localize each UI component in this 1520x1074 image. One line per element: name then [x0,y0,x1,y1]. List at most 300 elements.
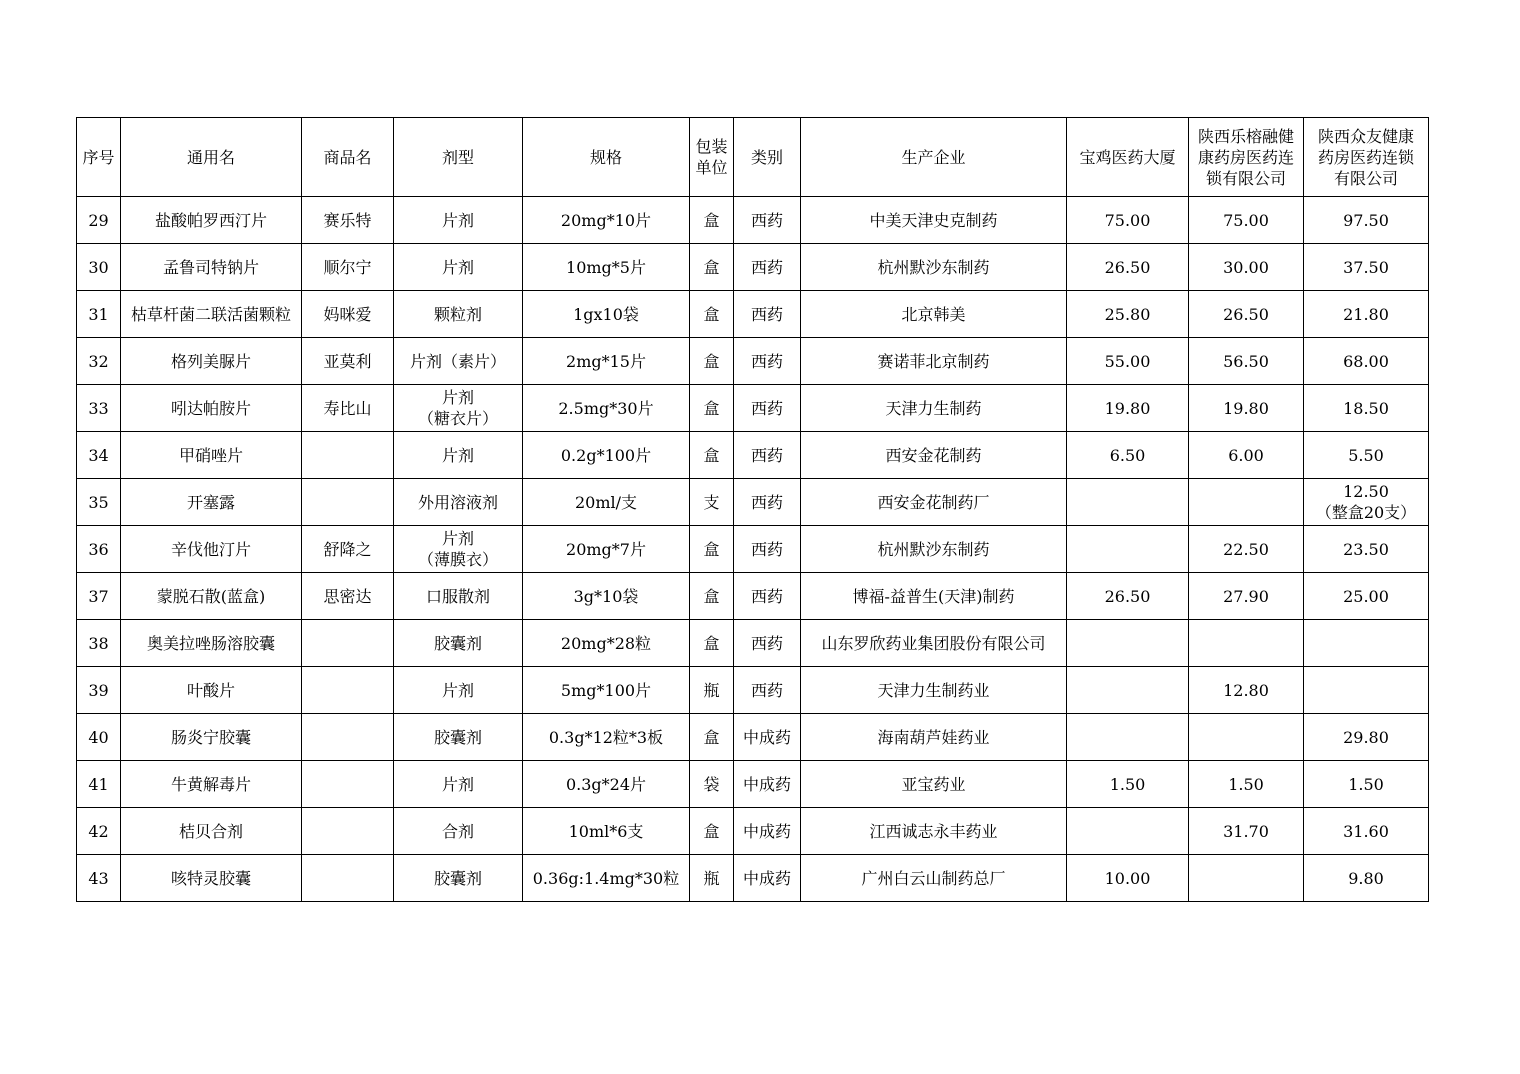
cell-spec [523,385,690,432]
cell-brand-name [302,667,394,714]
cell-spec [523,244,690,291]
cell-manufacturer [801,808,1067,855]
cell-category [734,667,801,714]
cell-generic-name [121,479,302,526]
header-store2 [1189,118,1304,197]
cell-pack-unit [690,808,734,855]
cell-seq-text: 32 [88,351,109,371]
cell-category-text: 西药 [750,304,783,324]
cell-generic-name-text: 叶酸片 [186,680,235,700]
cell-spec [523,526,690,573]
cell-spec-text: 20mg*10片 [560,210,652,230]
cell-price-store3-text: 25.00 [1343,586,1389,606]
cell-price-store1 [1067,479,1189,526]
header-category: 类别 [734,118,801,197]
cell-price-store2 [1189,432,1304,479]
header-generic-name: 通用名 [121,118,302,197]
header-store3-line2: 药房医药连锁 [1317,147,1414,167]
header-pack-unit-line2: 单位 [695,158,728,177]
table-row [77,385,1429,432]
cell-pack-unit-text: 盒 [703,633,720,653]
cell-price-store2-text: 22.50 [1223,539,1269,559]
cell-category-text: 中成药 [742,727,791,747]
cell-price-store3 [1304,479,1429,526]
cell-brand-name-text: 顺尔宁 [323,257,372,277]
cell-manufacturer [801,244,1067,291]
cell-price-store3-text: 29.80 [1343,727,1389,747]
cell-seq-text: 43 [88,868,109,888]
cell-brand-name [302,479,394,526]
cell-dosage-form-text: 片剂 [441,445,474,465]
table-row [77,667,1429,714]
cell-generic-name-text: 枯草杆菌二联活菌颗粒 [130,304,291,324]
cell-pack-unit [690,244,734,291]
cell-manufacturer [801,620,1067,667]
cell-pack-unit [690,479,734,526]
cell-dosage-form [394,432,523,479]
cell-generic-name [121,761,302,808]
cell-manufacturer-text: 杭州默沙东制药 [877,257,990,277]
cell-manufacturer [801,432,1067,479]
cell-pack-unit-text: 盒 [703,586,720,606]
cell-price-store2-text: 1.50 [1228,774,1264,794]
cell-dosage-form-text: 胶囊剂 [433,868,482,888]
cell-spec [523,479,690,526]
cell-price-store3 [1304,291,1429,338]
cell-generic-name-text: 吲达帕胺片 [170,398,251,418]
cell-brand-name [302,385,394,432]
cell-price-store3-text: 5.50 [1348,445,1384,465]
table-row [77,573,1429,620]
cell-generic-name-text: 桔贝合剂 [178,821,243,841]
table-row [77,197,1429,244]
cell-brand-name [302,244,394,291]
cell-price-store1 [1067,526,1189,573]
cell-pack-unit [690,526,734,573]
cell-manufacturer-text: 天津力生制药 [885,398,982,418]
cell-dosage-form-text: 合剂 [441,821,474,841]
cell-generic-name-text: 奥美拉唑肠溶胶囊 [146,633,275,653]
cell-pack-unit-text: 袋 [703,774,720,794]
cell-pack-unit-text: 盒 [703,539,720,559]
cell-generic-name-text: 盐酸帕罗西汀片 [154,210,267,230]
cell-brand-name [302,338,394,385]
cell-pack-unit-text: 支 [703,492,720,512]
cell-spec-text: 2mg*15片 [566,351,646,371]
cell-pack-unit [690,432,734,479]
cell-brand-name-text: 赛乐特 [323,210,372,230]
cell-price-store1 [1067,855,1189,902]
cell-price-store3 [1304,385,1429,432]
cell-price-store1 [1067,573,1189,620]
cell-price-store2 [1189,573,1304,620]
cell-dosage-form [394,291,523,338]
cell-category [734,197,801,244]
cell-spec-text: 5mg*100片 [560,680,652,700]
cell-price-store1 [1067,620,1189,667]
cell-price-store1-text: 19.80 [1104,398,1151,418]
cell-category-text: 西药 [750,257,783,277]
cell-generic-name-text: 牛黄解毒片 [170,774,251,794]
table-body [77,197,1429,902]
cell-price-store3 [1304,855,1429,902]
header-seq: 序号 [77,118,121,197]
cell-generic-name [121,244,302,291]
cell-pack-unit [690,338,734,385]
cell-pack-unit [690,667,734,714]
header-pack-unit-line1: 包装 [695,137,728,156]
cell-price-store1-text: 10.00 [1104,868,1151,888]
cell-dosage-form-text: 片剂 [441,210,474,230]
cell-manufacturer-text: 西安金花制药 [885,445,982,465]
cell-category [734,855,801,902]
cell-manufacturer [801,338,1067,385]
cell-price-store2 [1189,291,1304,338]
table-row [77,526,1429,573]
cell-seq [77,761,121,808]
cell-dosage-form [394,479,523,526]
cell-dosage-form [394,197,523,244]
cell-price-store3-text: 97.50 [1343,210,1389,230]
cell-seq-text: 37 [88,586,109,606]
cell-pack-unit [690,385,734,432]
cell-pack-unit-text: 盒 [703,304,720,324]
cell-manufacturer-text: 西安金花制药厂 [877,492,990,512]
cell-price-store3-text: 1.50 [1348,774,1384,794]
cell-pack-unit-text: 盒 [703,351,720,371]
cell-category-text: 西药 [750,445,783,465]
cell-price-store2-text: 12.80 [1223,680,1269,700]
cell-pack-unit [690,761,734,808]
cell-spec-text: 0.2g*100片 [560,445,652,465]
cell-pack-unit [690,197,734,244]
cell-price-store2-text: 75.00 [1223,210,1269,230]
cell-category-text: 西药 [750,539,783,559]
cell-brand-name-text: 寿比山 [323,398,372,418]
cell-price-store3 [1304,432,1429,479]
cell-generic-name [121,291,302,338]
cell-price-store2 [1189,338,1304,385]
cell-dosage-form [394,526,523,573]
header-pack-unit [690,118,734,197]
cell-generic-name-text: 孟鲁司特钠片 [162,257,259,277]
table-row [77,244,1429,291]
cell-price-store3-note: （整盒20支） [1315,503,1417,522]
cell-price-store1-text: 75.00 [1104,210,1151,230]
cell-dosage-form-text: 片剂 [441,388,474,407]
cell-dosage-form-text: 片剂 [441,529,474,548]
cell-price-store3-text: 68.00 [1343,351,1389,371]
cell-spec-text: 0.3g*24片 [565,774,647,794]
table-row [77,338,1429,385]
cell-price-store1 [1067,808,1189,855]
cell-seq-text: 34 [88,445,109,465]
cell-dosage-form-text: 口服散剂 [425,586,490,606]
cell-spec [523,291,690,338]
cell-generic-name [121,338,302,385]
cell-category-text: 西药 [750,586,783,606]
cell-manufacturer-text: 中美天津史克制药 [869,210,998,230]
cell-generic-name [121,385,302,432]
cell-seq [77,479,121,526]
cell-price-store3 [1304,620,1429,667]
cell-manufacturer [801,197,1067,244]
cell-category-text: 中成药 [742,774,791,794]
cell-pack-unit-text: 盒 [703,210,720,230]
cell-dosage-form-text: 片剂 [441,257,474,277]
cell-manufacturer-text: 亚宝药业 [901,774,966,794]
header-spec: 规格 [523,118,690,197]
table-row [77,714,1429,761]
cell-spec-text: 20mg*28粒 [560,633,652,653]
cell-dosage-form-text: 片剂 [441,774,474,794]
cell-generic-name [121,432,302,479]
cell-manufacturer [801,526,1067,573]
cell-spec [523,714,690,761]
cell-seq [77,620,121,667]
cell-category [734,291,801,338]
cell-manufacturer-text: 北京韩美 [901,304,966,324]
header-store3 [1304,118,1429,197]
cell-price-store2 [1189,855,1304,902]
cell-dosage-form-text: 颗粒剂 [433,304,482,324]
cell-manufacturer-text: 博福-益普生(天津)制药 [852,586,1015,606]
cell-price-store1-text: 6.50 [1109,445,1146,465]
cell-manufacturer-text: 江西诚志永丰药业 [869,821,998,841]
cell-dosage-form [394,244,523,291]
cell-spec [523,620,690,667]
cell-category-text: 西药 [750,351,783,371]
cell-category-text: 中成药 [742,868,791,888]
cell-manufacturer [801,855,1067,902]
cell-generic-name [121,855,302,902]
cell-price-store3 [1304,714,1429,761]
cell-price-store3-text: 21.80 [1343,304,1389,324]
cell-category-text: 中成药 [742,821,791,841]
cell-generic-name [121,714,302,761]
table-row [77,620,1429,667]
cell-dosage-form [394,714,523,761]
cell-brand-name [302,620,394,667]
cell-price-store1-text: 25.80 [1104,304,1151,324]
cell-pack-unit-text: 盒 [703,821,720,841]
cell-spec-text: 10ml*6支 [568,821,644,841]
cell-price-store2-text: 6.00 [1228,445,1264,465]
cell-manufacturer [801,385,1067,432]
cell-dosage-form-text: 片剂 [441,680,474,700]
cell-brand-name-text: 思密达 [323,586,372,606]
cell-price-store1-text: 26.50 [1104,586,1151,606]
cell-spec [523,338,690,385]
cell-seq [77,338,121,385]
table-row [77,855,1429,902]
cell-price-store2-text: 27.90 [1223,586,1269,606]
cell-seq-text: 35 [88,492,109,512]
cell-category [734,573,801,620]
cell-spec [523,855,690,902]
cell-category [734,761,801,808]
cell-price-store2-text: 19.80 [1223,398,1269,418]
cell-price-store1 [1067,432,1189,479]
cell-dosage-form-text: 外用溶液剂 [417,492,498,512]
cell-generic-name-text: 肠炎宁胶囊 [170,727,251,747]
cell-category-text: 西药 [750,210,783,230]
cell-category [734,808,801,855]
cell-spec-text: 20mg*7片 [566,539,646,559]
cell-manufacturer-text: 杭州默沙东制药 [877,539,990,559]
cell-price-store3-text: 12.50 [1343,482,1389,501]
cell-price-store1-text: 55.00 [1104,351,1151,371]
cell-brand-name-text: 妈咪爱 [323,304,372,324]
cell-price-store2-text: 30.00 [1223,257,1269,277]
cell-brand-name [302,291,394,338]
cell-spec [523,197,690,244]
cell-spec [523,573,690,620]
cell-seq [77,573,121,620]
cell-dosage-form [394,338,523,385]
header-store3-line1: 陕西众友健康 [1317,126,1414,146]
cell-seq [77,714,121,761]
cell-price-store2 [1189,761,1304,808]
cell-dosage-form [394,385,523,432]
cell-spec-text: 0.3g*12粒*3板 [548,727,664,747]
cell-pack-unit-text: 盒 [703,727,720,747]
cell-manufacturer [801,714,1067,761]
cell-price-store2 [1189,714,1304,761]
cell-price-store3 [1304,197,1429,244]
cell-pack-unit-text: 盒 [703,257,720,277]
cell-price-store1 [1067,667,1189,714]
cell-seq [77,197,121,244]
cell-seq [77,855,121,902]
cell-pack-unit-text: 盒 [703,398,720,418]
cell-price-store2 [1189,808,1304,855]
cell-seq-text: 41 [88,774,109,794]
cell-generic-name [121,526,302,573]
cell-price-store3 [1304,667,1429,714]
cell-seq [77,808,121,855]
cell-price-store3 [1304,244,1429,291]
cell-price-store2 [1189,244,1304,291]
cell-dosage-form-text: 片剂（素片） [409,351,506,371]
cell-price-store3 [1304,808,1429,855]
header-store3-line3: 有限公司 [1333,168,1398,188]
cell-spec [523,808,690,855]
cell-price-store2-text: 56.50 [1223,351,1269,371]
cell-seq-text: 40 [88,727,109,747]
cell-price-store1-text: 26.50 [1104,257,1151,277]
cell-price-store2 [1189,526,1304,573]
cell-spec-text: 10mg*5片 [566,257,646,277]
cell-brand-name [302,432,394,479]
cell-brand-name [302,808,394,855]
cell-generic-name [121,808,302,855]
cell-spec-text: 3g*10袋 [573,586,639,606]
cell-price-store3 [1304,338,1429,385]
cell-spec [523,761,690,808]
cell-seq [77,244,121,291]
cell-spec-text: 2.5mg*30片 [558,398,654,418]
cell-manufacturer [801,667,1067,714]
header-store2-line1: 陕西乐榕融健 [1197,126,1294,146]
table-row [77,432,1429,479]
cell-price-store1-text: 1.50 [1109,774,1146,794]
cell-seq-text: 33 [88,398,109,418]
drug-price-table [76,117,1429,902]
header-store1: 宝鸡医药大厦 [1067,118,1189,197]
header-manufacturer: 生产企业 [801,118,1067,197]
cell-category-text: 西药 [750,633,783,653]
cell-manufacturer [801,479,1067,526]
cell-pack-unit [690,573,734,620]
cell-pack-unit [690,291,734,338]
cell-category [734,338,801,385]
cell-seq [77,432,121,479]
cell-spec-text: 1gx10袋 [573,304,639,324]
cell-manufacturer [801,573,1067,620]
cell-seq [77,526,121,573]
cell-pack-unit [690,620,734,667]
cell-price-store1 [1067,197,1189,244]
cell-spec [523,667,690,714]
table-row [77,808,1429,855]
cell-price-store3-text: 9.80 [1348,868,1384,888]
header-store2-line2: 康药房医药连 [1197,147,1294,167]
cell-price-store2-text: 26.50 [1223,304,1269,324]
cell-price-store1 [1067,291,1189,338]
cell-seq [77,385,121,432]
cell-spec [523,432,690,479]
cell-price-store1 [1067,338,1189,385]
cell-brand-name [302,855,394,902]
cell-manufacturer-text: 广州白云山制药总厂 [861,868,1006,888]
header-dosage-form: 剂型 [394,118,523,197]
cell-category [734,714,801,761]
cell-generic-name-text: 开塞露 [186,492,235,512]
cell-price-store2 [1189,479,1304,526]
cell-seq-text: 39 [88,680,109,700]
cell-dosage-form [394,620,523,667]
cell-spec-text: 0.36g:1.4mg*30粒 [532,868,680,888]
cell-price-store3 [1304,526,1429,573]
cell-manufacturer-text: 赛诺菲北京制药 [877,351,990,371]
cell-seq [77,291,121,338]
cell-generic-name [121,197,302,244]
cell-pack-unit-text: 盒 [703,445,720,465]
cell-category [734,244,801,291]
header-brand-name: 商品名 [302,118,394,197]
cell-brand-name-text: 舒降之 [323,539,372,559]
cell-generic-name-text: 甲硝唑片 [178,445,243,465]
cell-pack-unit-text: 瓶 [703,868,720,888]
cell-price-store2 [1189,667,1304,714]
cell-price-store2 [1189,197,1304,244]
table-row [77,479,1429,526]
cell-seq-text: 31 [88,304,109,324]
cell-seq-text: 38 [88,633,109,653]
cell-manufacturer [801,291,1067,338]
cell-dosage-form [394,667,523,714]
cell-price-store1 [1067,244,1189,291]
cell-pack-unit [690,714,734,761]
cell-category [734,620,801,667]
cell-category-text: 西药 [750,680,783,700]
cell-generic-name [121,620,302,667]
cell-price-store3 [1304,573,1429,620]
cell-dosage-form-subtext: （薄膜衣） [417,550,498,569]
cell-seq [77,667,121,714]
cell-dosage-form-text: 胶囊剂 [433,633,482,653]
